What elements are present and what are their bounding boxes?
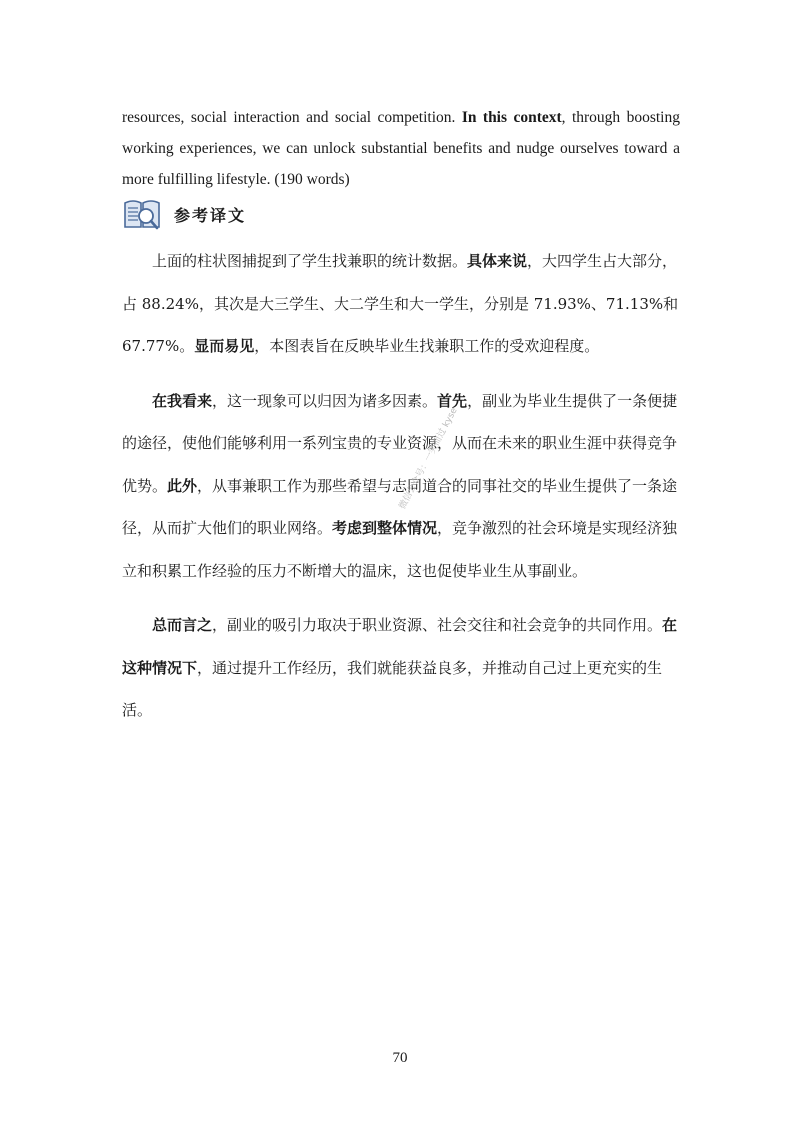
page-number: 70 [392, 1050, 408, 1066]
watermark: 微信公众号：一笑而过 kyse [397, 406, 460, 512]
english-bold-phrase: In this context [461, 109, 562, 126]
reference-title: 参考译文 [174, 205, 247, 225]
bold-phrase: 在这种情况下 [122, 616, 678, 677]
text-span: ，副业为毕业生提供了一条便捷的途径，使他们能够利用一系列宝贵的专业资源，从而在未来的职业生涯中获得竞争优势。 [122, 391, 678, 495]
text-span: ，通过提升工作经历，我们就能获益良多，并推动自己过上更充实的生活。 [122, 658, 663, 719]
translation-body [122, 240, 680, 732]
translation-paragraph-2 [122, 380, 680, 593]
text-span: ，从事兼职工作为那些希望与志同道合的同事社交的毕业生提供了一条途径，从而扩大他们的职业网络。 [122, 476, 678, 537]
text-span: ，副业的吸引力取决于职业资源、社会交往和社会竞争的共同作用。 [212, 616, 663, 634]
text-span: ，这一现象可以归因为诸多因素。 [212, 391, 438, 410]
bold-phrase: 首先 [437, 391, 468, 410]
text-span: ，竞争激烈的社会环境是实现经济独立和积累工作经验的压力不断增大的温床，这也促使毕业生从事副业。 [122, 519, 678, 580]
english-paragraph [122, 102, 680, 195]
reference-heading [122, 196, 246, 232]
bold-phrase: 具体来说 [467, 252, 528, 270]
translation-paragraph-3 [122, 604, 680, 732]
bold-phrase: 考虑到整体情况 [332, 519, 438, 537]
english-text-1: resources, social interaction and social competition. [122, 109, 462, 126]
translation-paragraph-1 [122, 240, 680, 368]
text-span: 上面的柱状图捕捉到了学生找兼职的统计数据。 [152, 252, 468, 270]
english-text-2: , through boosting working experiences, we can unlock substantial benefits and nudge ourselves toward a more fulfilling lifestyle. (190 words) [122, 109, 680, 188]
text-span: ，大四学生占大部分，占 88.24%，其次是大三学生、大二学生和大一学生，分别是 71.93%、71.13%和 67.77%。 [122, 252, 679, 355]
bold-phrase: 此外 [167, 476, 198, 495]
text-span: ，本图表旨在反映毕业生找兼职工作的受欢迎程度。 [254, 337, 600, 355]
bold-phrase: 总而言之 [152, 616, 213, 634]
book-magnifier-icon [122, 197, 162, 231]
bold-phrase: 显而易见 [194, 337, 255, 355]
bold-phrase: 在我看来 [152, 391, 213, 410]
